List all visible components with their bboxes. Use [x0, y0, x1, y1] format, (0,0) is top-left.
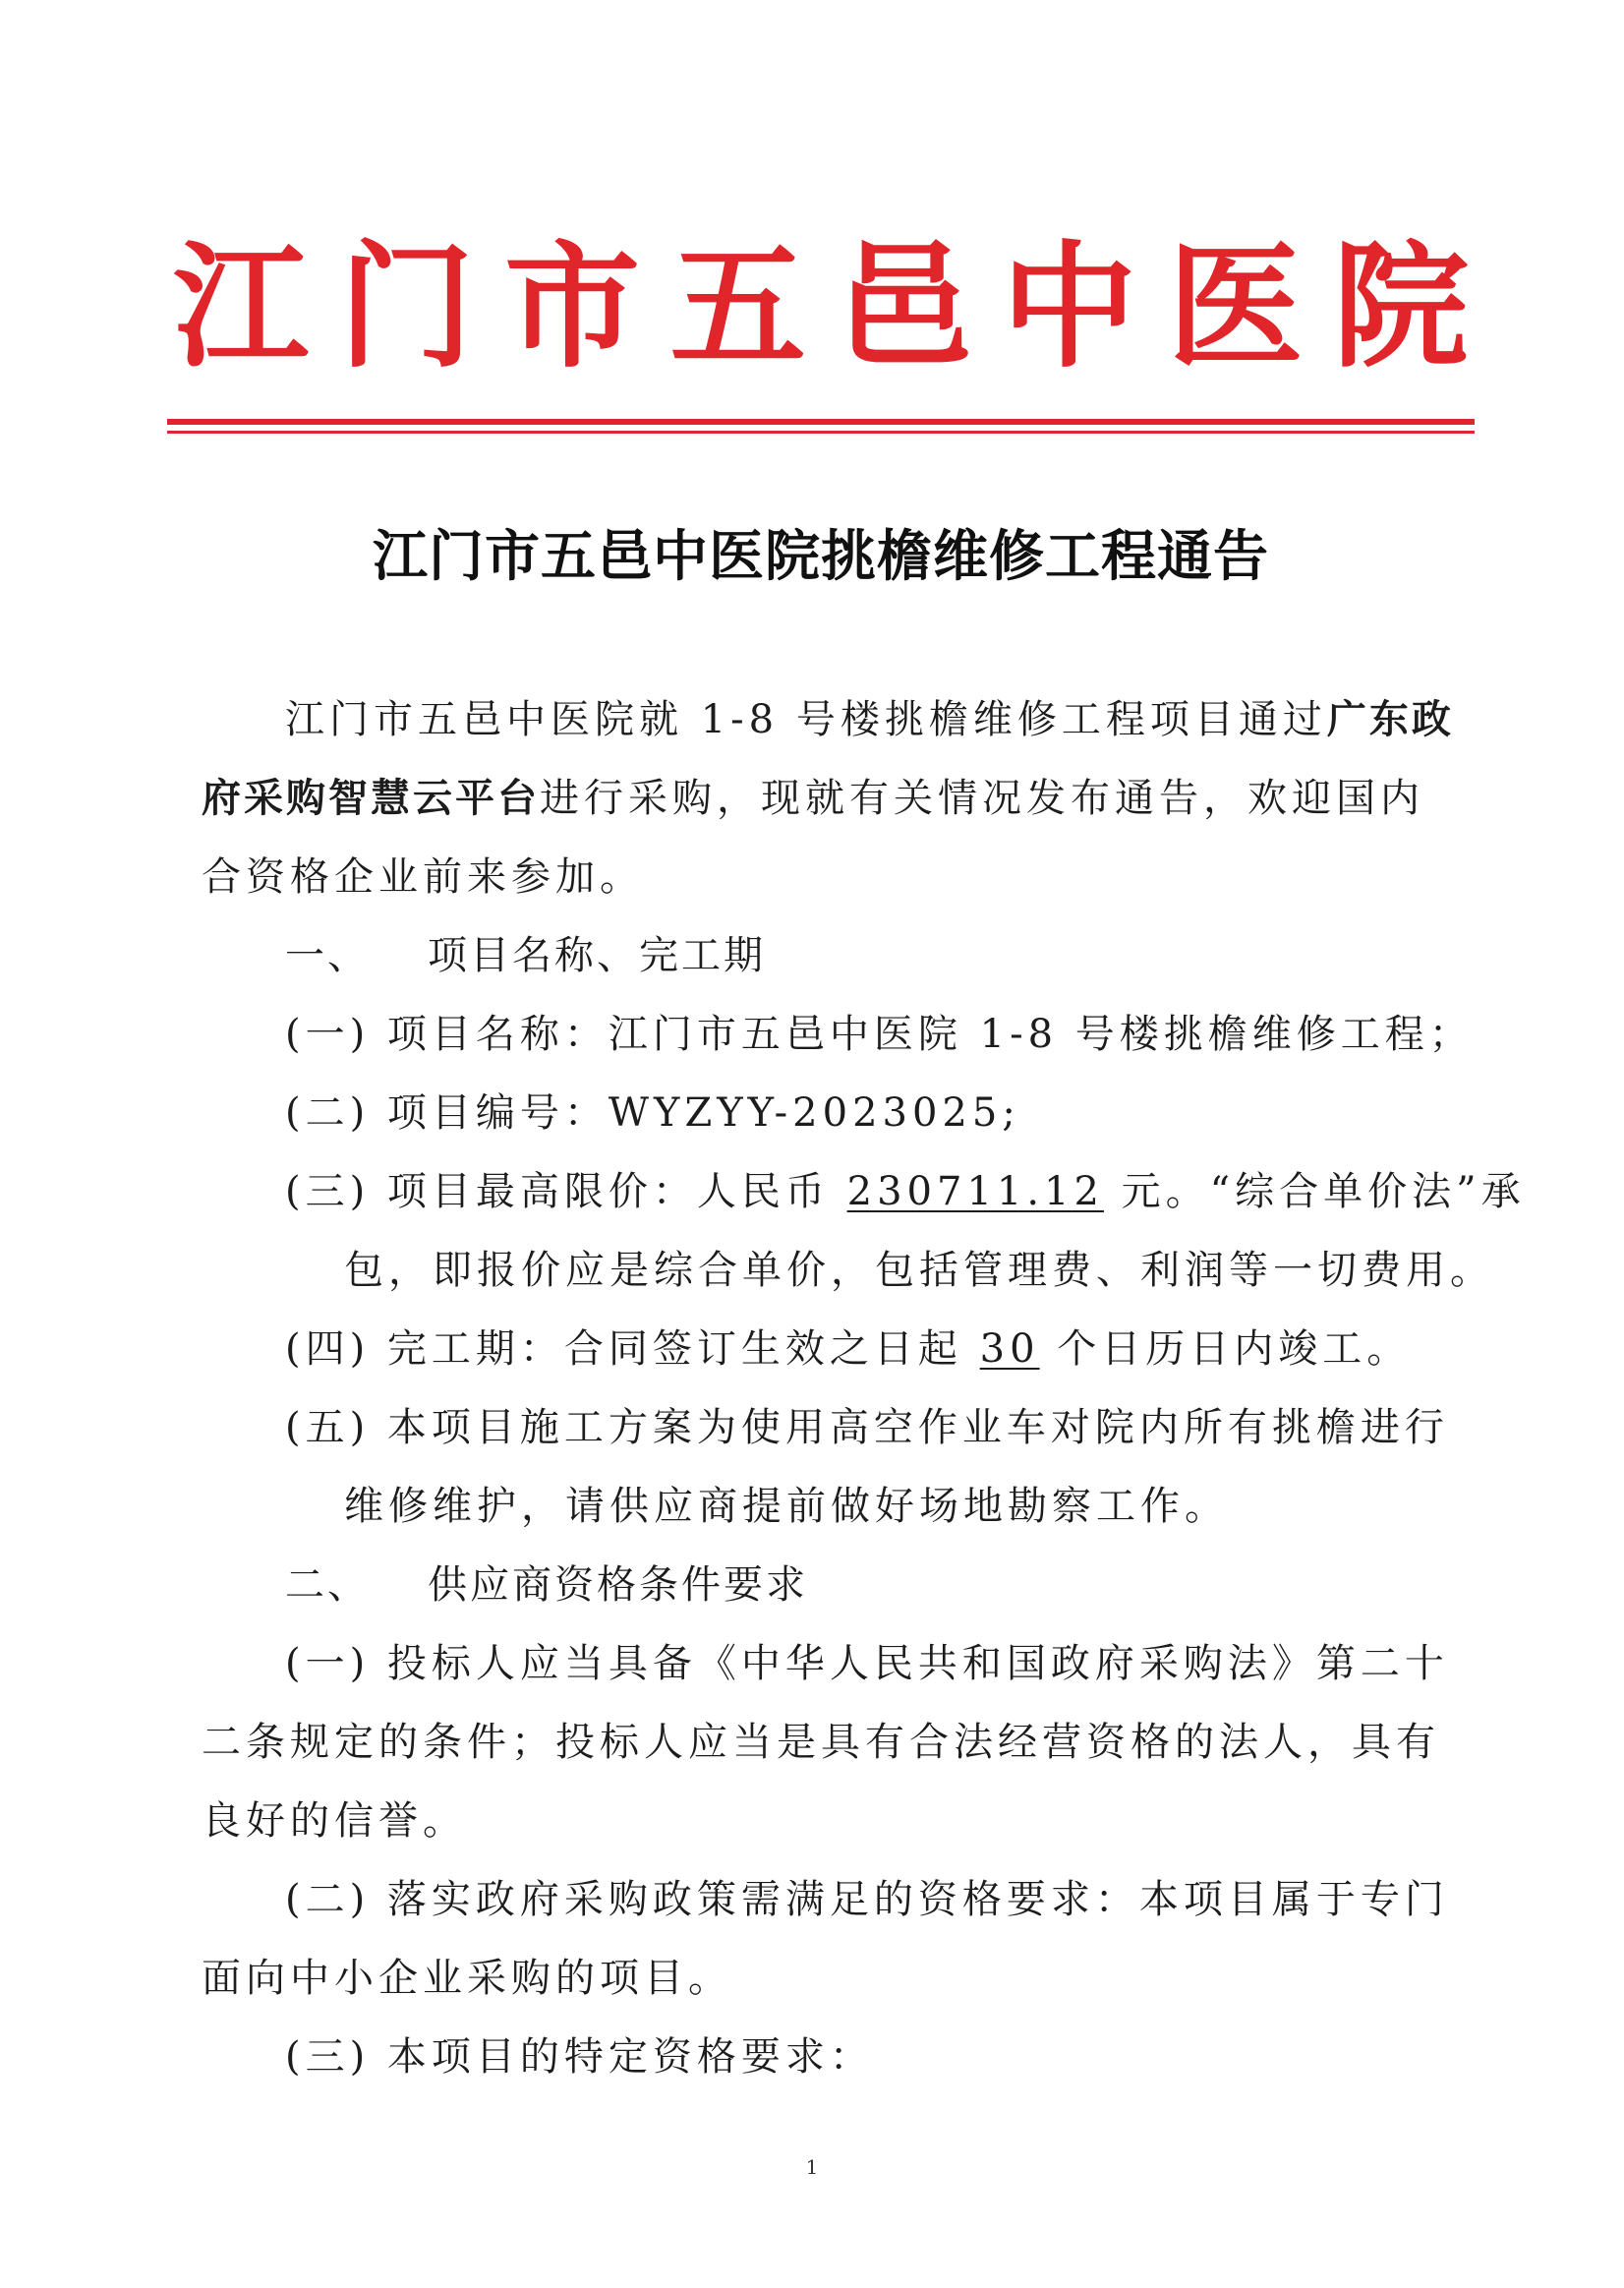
letterhead-char: 市 [504, 226, 641, 386]
letterhead-char: 江 [172, 226, 309, 386]
item-3-text: (三) 项目最高限价：人民币 [285, 1169, 847, 1214]
letterhead-char: 中 [1001, 226, 1137, 386]
letterhead-rule-thick [167, 419, 1475, 425]
section-1-item-4 [285, 1323, 1411, 1375]
letterhead-title [167, 228, 1475, 385]
letterhead-char: 院 [1332, 226, 1469, 386]
intro-text: 进行采购，现就有关情况发布通告，欢迎国内 [540, 776, 1424, 821]
section-1-item-2: (二) 项目编号：WYZYY-2023025; [285, 1090, 1020, 1136]
section-1-item-1: (一) 项目名称：江门市五邑中医院 1-8 号楼挑檐维修工程； [285, 1012, 1474, 1057]
section-2-item-3: (三) 本项目的特定资格要求： [285, 2034, 874, 2080]
section-1-number: 一、 [285, 933, 370, 978]
section-2-heading [285, 1559, 808, 1611]
section-1-heading [285, 930, 766, 981]
intro-text: 江门市五邑中医院就 1-8 号楼挑檐维修工程项目通过 [285, 697, 1327, 742]
section-2-item-2: (二) 落实政府采购政策需满足的资格要求：本项目属于专门 [285, 1877, 1449, 1922]
platform-name-part2: 府采购智慧云平台 [202, 776, 540, 821]
intro-line-2 [202, 773, 1424, 824]
section-2-item-1: (一) 投标人应当具备《中华人民共和国政府采购法》第二十 [285, 1641, 1449, 1686]
section-1-item-5: (五) 本项目施工方案为使用高空作业车对院内所有挑檐进行 [285, 1405, 1449, 1450]
section-1-item-3-cont: 包，即报价应是综合单价，包括管理费、利润等一切费用。 [344, 1248, 1494, 1293]
letterhead-char: 邑 [836, 226, 972, 386]
section-1-item-5-cont: 维修维护，请供应商提前做好场地勘察工作。 [344, 1484, 1229, 1529]
section-1-item-3 [285, 1166, 1526, 1217]
letterhead-char: 五 [669, 226, 806, 386]
section-2-title: 供应商资格条件要求 [428, 1562, 808, 1608]
section-2-item-1-cont: 二条规定的条件；投标人应当是具有合法经营资格的法人，具有 [202, 1720, 1440, 1765]
item-3-text: 元。“综合单价法”承 [1103, 1169, 1526, 1214]
document-title: 江门市五邑中医院挑檐维修工程通告 [373, 524, 1269, 589]
letterhead-char: 门 [338, 226, 475, 386]
section-1-title: 项目名称、完工期 [428, 933, 766, 978]
letterhead-char: 医 [1167, 226, 1304, 386]
intro-line-1 [285, 694, 1454, 745]
letterhead-rule-thin [167, 431, 1475, 434]
page-number: 1 [805, 2155, 819, 2179]
max-price-value: 230711.12 [846, 1169, 1104, 1214]
item-4-text: (四) 完工期：合同签订生效之日起 [285, 1326, 980, 1372]
section-2-item-2-cont: 面向中小企业采购的项目。 [202, 1956, 732, 2001]
platform-name-part1: 广东政 [1326, 697, 1454, 742]
intro-line-3: 合资格企业前来参加。 [202, 854, 644, 900]
item-4-text: 个日历日内竣工。 [1039, 1326, 1412, 1372]
section-2-number: 二、 [285, 1562, 370, 1608]
section-2-item-1-cont: 良好的信誉。 [202, 1798, 467, 1844]
completion-days-value: 30 [979, 1326, 1040, 1372]
